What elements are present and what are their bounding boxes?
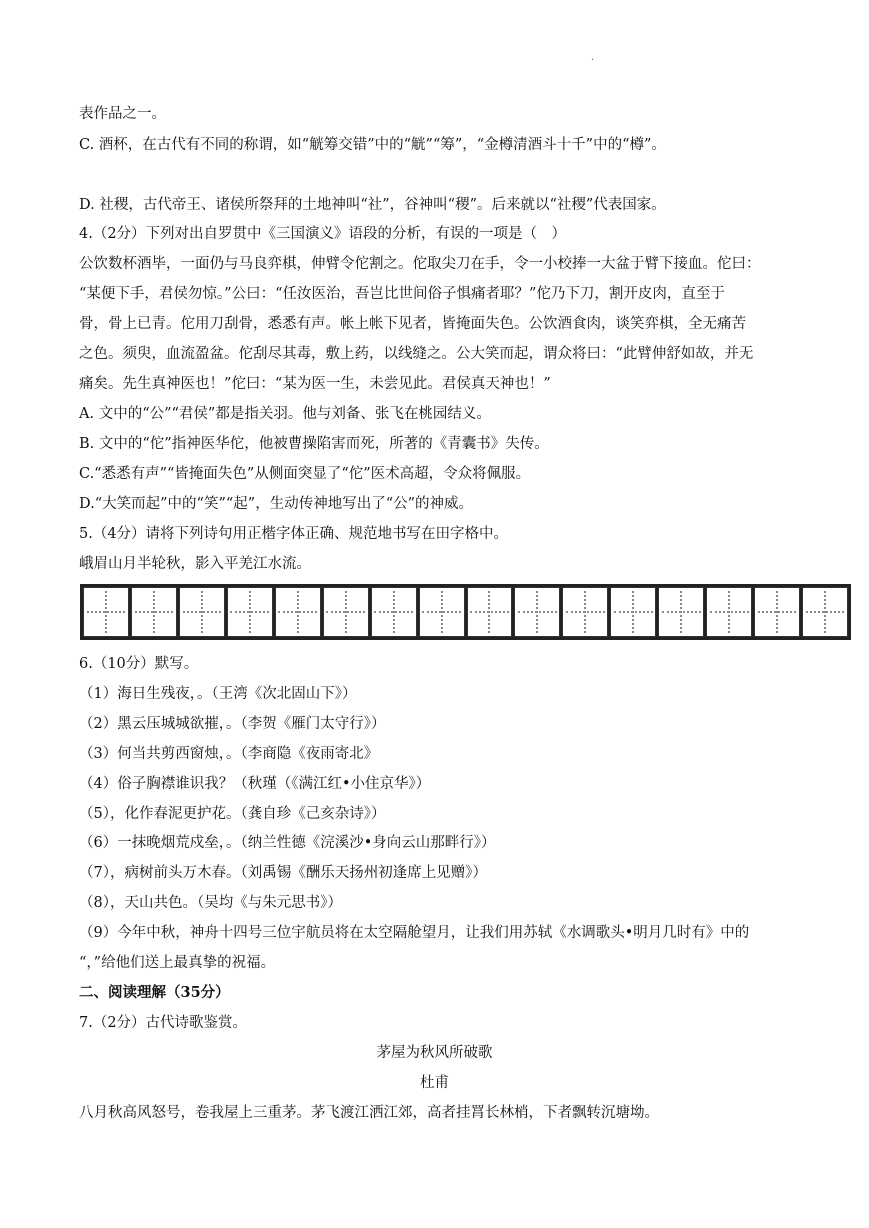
tianzige-cell[interactable] bbox=[83, 587, 129, 637]
tianzige-cell[interactable] bbox=[371, 587, 417, 637]
question-7: 7.（2分）古代诗歌鉴赏。 bbox=[79, 1015, 248, 1031]
passage-line: 之色。须臾，血流盈盆。佗刮尽其毒，敷上药，以线缝之。公大笑而起，谓众将曰：“此臂伸舒如故，并无 bbox=[79, 346, 754, 362]
question-4: 4.（2分）下列对出自罗贯中《三国演义》语段的分析，有误的一项是（ ） bbox=[79, 226, 567, 242]
text-line: 表作品之一。 bbox=[79, 106, 166, 122]
fill-item-1: （1）海日生残夜，。（王湾《次北固山下》） bbox=[79, 686, 357, 702]
tianzige-cell[interactable] bbox=[562, 587, 608, 637]
poem-line: 峨眉山月半轮秋，影入平羌江水流。 bbox=[79, 556, 311, 572]
question-6: 6.（10分）默写。 bbox=[79, 656, 199, 672]
option-c-line: C. 酒杯，在古代有不同的称谓，如“觥筹交错”中的“觥”“筹”，“金樽清酒斗十千”中的“樽”。 bbox=[79, 137, 666, 153]
tianzige-cell[interactable] bbox=[706, 587, 752, 637]
tianzige-grid bbox=[80, 584, 851, 640]
tianzige-cell[interactable] bbox=[754, 587, 800, 637]
tianzige-cell[interactable] bbox=[419, 587, 465, 637]
fill-item-3: （3）何当共剪西窗烛，。（李商隐《夜雨寄北》 bbox=[79, 746, 379, 762]
fill-item-6: （6）一抹晚烟荒戍垒，。（纳兰性德《浣溪沙•身向云山那畔行》） bbox=[79, 835, 496, 851]
tianzige-cell[interactable] bbox=[514, 587, 560, 637]
passage-line: “某便下手，君侯勿惊。”公曰：“任汝医治，吾岂比世间俗子惧痛者耶？”佗乃下刀，割开皮肉，直至于 bbox=[79, 286, 725, 302]
section-heading: 二、阅读理解（35分） bbox=[79, 984, 230, 1001]
fill-item-7: （7），病树前头万木春。（刘禹锡《酬乐天扬州初逢席上见赠》） bbox=[79, 865, 487, 881]
tianzige-cell[interactable] bbox=[227, 587, 273, 637]
option-c: C.“悉悉有声”“皆掩面失色”从侧面突显了“佗”医术高超，令众将佩服。 bbox=[79, 466, 531, 482]
tianzige-cell[interactable] bbox=[467, 587, 513, 637]
fill-item-2: （2）黑云压城城欲摧，。（李贺《雁门太守行》） bbox=[79, 716, 386, 732]
option-d-line: D. 社稷，古代帝王、诸侯所祭拜的土地神叫“社”，谷神叫“稷”。后来就以“社稷”代表国家。 bbox=[79, 197, 666, 213]
passage-line: 公饮数杯酒毕，一面仍与马良弈棋，伸臂令佗割之。佗取尖刀在手，令一小校捧一大盆于臂下接血。佗曰： bbox=[79, 256, 761, 272]
tianzige-cell[interactable] bbox=[275, 587, 321, 637]
poem-author: 杜甫 bbox=[420, 1075, 449, 1091]
question-5: 5.（4分）请将下列诗句用正楷字体正确、规范地书写在田字格中。 bbox=[79, 526, 509, 542]
option-b: B. 文中的“佗”指神医华佗，他被曹操陷害而死，所著的《青囊书》失传。 bbox=[79, 436, 549, 452]
fill-item-4: （4）俗子胸襟谁识我？（秋瑾（《满江红•小住京华》） bbox=[79, 776, 431, 792]
option-d: D.“大笑而起”中的“笑”“起”，生动传神地写出了“公”的神威。 bbox=[79, 496, 474, 512]
passage-line: 痛矣。先生真神医也！”佗曰：“某为医一生，未尝见此。君侯真天神也！” bbox=[79, 376, 551, 392]
fill-item-5: （5），化作春泥更护花。（龚自珍《己亥杂诗》） bbox=[79, 806, 386, 822]
tianzige-cell[interactable] bbox=[179, 587, 225, 637]
fill-item-9: （9）今年中秋，神舟十四号三位宇航员将在太空隔舱望月，让我们用苏轼《水调歌头•明月几时有》中的 bbox=[79, 925, 750, 941]
poem-line: 八月秋高风怒号，卷我屋上三重茅。茅飞渡江洒江郊，高者挂罥长林梢，下者飘转沉塘坳。 bbox=[79, 1105, 659, 1121]
tianzige-cell[interactable] bbox=[323, 587, 369, 637]
tianzige-cell[interactable] bbox=[610, 587, 656, 637]
fill-item-9-cont: “，”给他们送上最真挚的祝福。 bbox=[79, 955, 276, 971]
fill-item-8: （8），天山共色。（吴均《与朱元思书》） bbox=[79, 895, 342, 911]
tianzige-cell[interactable] bbox=[802, 587, 848, 637]
tianzige-cell[interactable] bbox=[131, 587, 177, 637]
page-dot: . bbox=[591, 52, 595, 63]
option-a: A. 文中的“公”“君侯”都是指关羽。他与刘备、张飞在桃园结义。 bbox=[79, 406, 491, 422]
passage-line: 骨，骨上已青。佗用刀刮骨，悉悉有声。帐上帐下见者，皆掩面失色。公饮酒食肉，谈笑弈棋，全无痛苦 bbox=[79, 316, 746, 332]
poem-title: 茅屋为秋风所破歌 bbox=[376, 1045, 493, 1061]
tianzige-cell[interactable] bbox=[658, 587, 704, 637]
